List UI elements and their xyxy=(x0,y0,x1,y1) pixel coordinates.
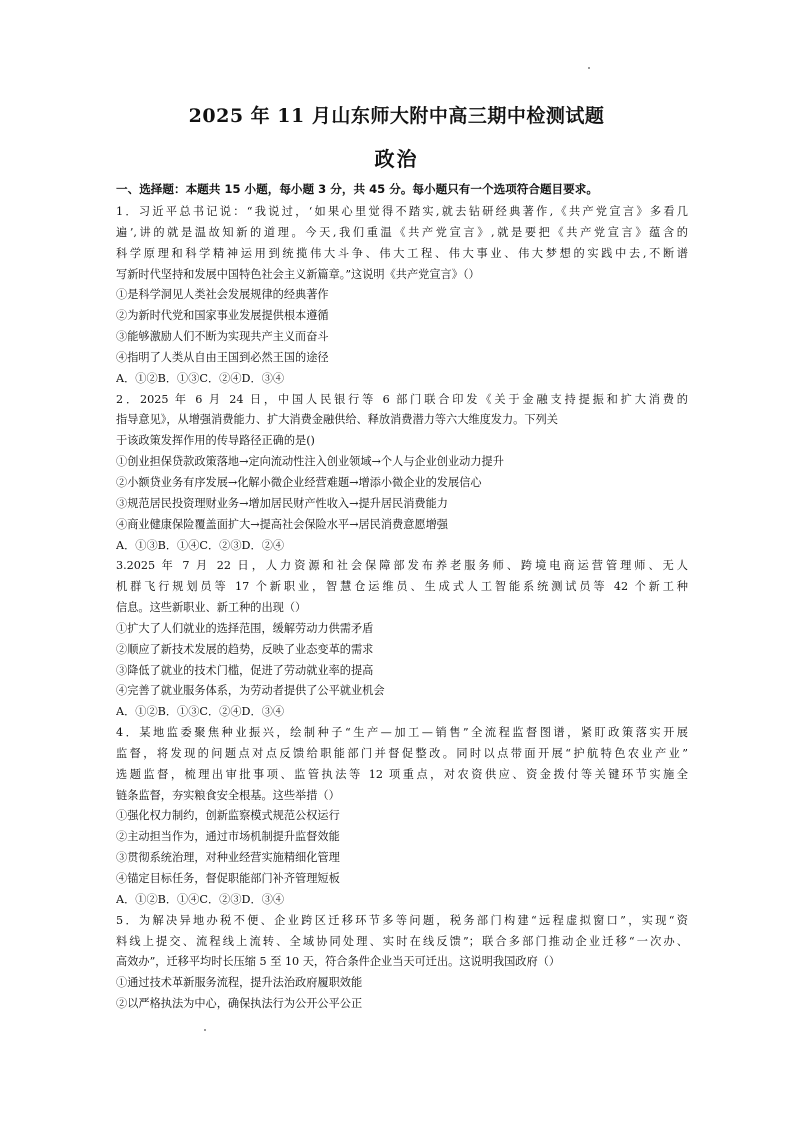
answer-choices: A．①③B．①④C．②③D．②④ xyxy=(116,538,285,552)
question-stem-line: 选题监督，梳理出审批事项、监管执法等 12 项重点，对农资供应、资金拨付等关键环节实施全 xyxy=(116,767,688,781)
question-stem-line: 链条监督，夯实粮食安全根基。这些举措（） xyxy=(116,788,340,802)
question-stem-line: 指导意见》，从增强消费能力、扩大消费金融供给、释放消费潜力等六大维度发力。下列关 xyxy=(116,413,558,427)
option-line: ②小额贷业务有序发展→化解小微企业经营难题→增添小微企业的发展信心 xyxy=(116,475,482,489)
section-header: 一、选择题：本题共 15 小题，每小题 3 分，共 45 分。每小题只有一个选项符合题目要求。 xyxy=(116,182,598,196)
option-line: ②主动担当作为，通过市场机制提升监督效能 xyxy=(116,830,340,844)
option-line: ③规范居民投资理财业务→增加居民财产性收入→提升居民消费能力 xyxy=(116,496,448,510)
exam-title: 2025 年 11 月山东师大附中高三期中检测试题 xyxy=(188,105,605,127)
question-stem-line: 2．2025 年 6 月 24 日，中国人民银行等 6 部门联合印发《关于金融支持提振和扩大消费的 xyxy=(116,392,688,406)
question-stem-line: 科学原理和科学精神运用到统揽伟大斗争、伟大工程、伟大事业、伟大梦想的实践中去,不断谱 xyxy=(116,246,688,260)
option-line: ④锚定目标任务，督促职能部门补齐管理短板 xyxy=(116,872,340,885)
question-2 xyxy=(116,390,688,557)
question-list xyxy=(116,202,688,1015)
question-stem-line: 写新时代坚持和发展中国特色社会主义新篇章。”这说明《共产党宣言》（） xyxy=(116,267,480,281)
option-line: ④指明了人类从自由王国到必然王国的途径 xyxy=(116,350,329,364)
option-line: ②顺应了新技术发展的趋势，反映了业态变革的需求 xyxy=(116,642,374,656)
question-stem-line: 机群飞行规划员等 17 个新职业，智慧仓运维员、生成式人工智能系统测试员等 42 个新工种 xyxy=(116,580,688,594)
subject-heading: 政治 xyxy=(374,147,419,171)
option-line: ③能够激励人们不断为实现共产主义而奋斗 xyxy=(116,330,329,344)
question-stem-line: 遍’,讲的就是温故知新的道理。今天,我们重温《共产党宣言》,就是要把《共产党宣言》蕴含的 xyxy=(116,225,688,239)
question-stem-line: 信息。这些新职业、新工种的出现（） xyxy=(116,601,307,615)
question-stem-line: 于该政策发挥作用的传导路径正确的是() xyxy=(116,434,315,448)
option-line: ①扩大了人们就业的选择范围，缓解劳动力供需矛盾 xyxy=(116,621,374,635)
option-line: ①创业担保贷款政策落地→定向流动性注入创业领域→个人与企业创业动力提升 xyxy=(116,455,504,469)
question-stem-line: 高效办”，迁移平均时长压缩 5 至 10 天，符合条件企业当天可迁出。这说明我国政府（） xyxy=(116,955,561,969)
scan-speck xyxy=(588,67,590,69)
option-line: ②为新时代党和国家事业发展提供根本遵循 xyxy=(116,309,329,323)
question-stem-line: 5．为解决异地办税不便、企业跨区迁移环节多等问题，税务部门构建“远程虚拟窗口”，实现“资 xyxy=(116,913,688,927)
option-line: ①强化权力制约，创新监察模式规范公权运行 xyxy=(116,809,340,823)
question-stem-line: 4．某地监委聚焦种业振兴，绘制种子“生产—加工—销售”全流程监督图谱，紧盯政策落实开展 xyxy=(116,726,688,740)
scan-speck xyxy=(204,1029,206,1031)
answer-choices: A．①②B．①④C．②③D．③④ xyxy=(116,892,285,906)
question-4 xyxy=(116,723,688,911)
question-stem-line: 监督，将发现的问题点对点反馈给职能部门并督促整改。同时以点带面开展“护航特色农业产业” xyxy=(116,746,688,760)
option-line: ①通过技术革新服务流程，提升法治政府履职效能 xyxy=(116,976,363,990)
answer-choices: A．①②B．①③C．②④D．③④ xyxy=(116,705,285,719)
question-stem-line: 1．习近平总书记说：“我说过，‘如果心里觉得不踏实,就去钻研经典著作,《共产党宣言》多看几 xyxy=(116,205,688,218)
question-stem-line: 料线上提交、流程线上流转、全域协同处理、实时在线反馈”；联合多部门推动企业迁移“一次办、 xyxy=(116,934,688,948)
option-line: ③贯彻系统治理，对种业经营实施精细化管理 xyxy=(116,851,340,865)
option-line: ④商业健康保险覆盖面扩大→提高社会保险水平→居民消费意愿增强 xyxy=(116,517,448,531)
answer-choices: A．①②B．①③C．②④D．③④ xyxy=(116,371,285,385)
question-1 xyxy=(116,202,688,390)
option-line: ④完善了就业服务体系，为劳动者提供了公平就业机会 xyxy=(116,684,385,698)
question-5 xyxy=(116,911,688,1015)
question-stem-line: 3.2025 年 7 月 22 日，人力资源和社会保障部发布养老服务师、跨境电商运营管理师、无人 xyxy=(116,559,688,573)
option-line: ②以严格执法为中心，确保执法行为公开公平公正 xyxy=(116,997,363,1011)
question-3 xyxy=(116,556,688,723)
option-line: ①是科学洞见人类社会发展规律的经典著作 xyxy=(116,288,329,302)
option-line: ③降低了就业的技术门槛，促进了劳动就业率的提高 xyxy=(116,663,374,677)
